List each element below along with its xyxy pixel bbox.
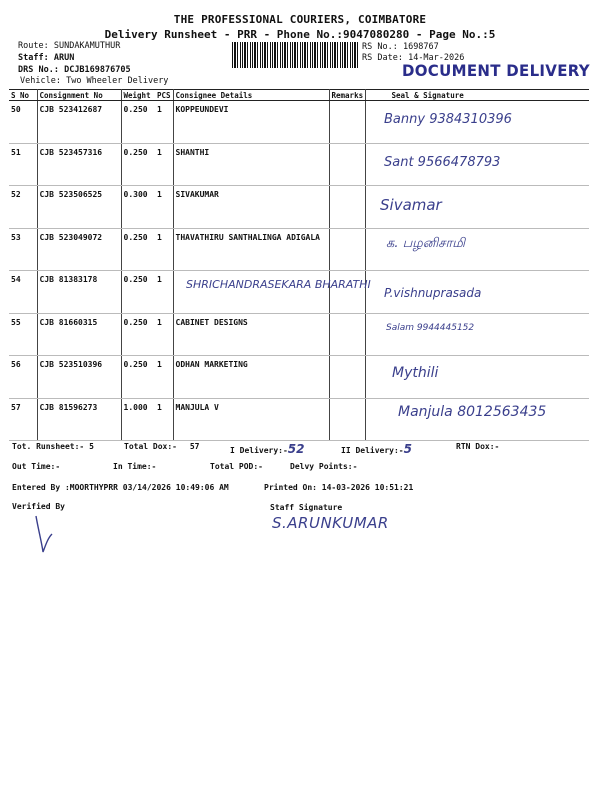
signature-row-55: Salam 9944445152 [386,323,475,333]
route-value: SUNDAKAMUTHUR [53,41,121,51]
verified-signature-mark [30,514,60,556]
cell-weight: 0.250 [121,143,155,186]
verified-by-label: Verified By [12,502,65,511]
barcode-image [232,42,358,68]
cell-remarks [329,143,365,186]
runsheet-subtitle: Delivery Runsheet - PRR - Phone No.:9047080280 - Page No.:5 [104,28,496,41]
staff-label: Staff: [18,53,49,63]
table-row [9,271,589,314]
i-delivery [230,442,305,456]
cell-consignment: CJB 81660315 [37,313,121,356]
delvy-points-label: Delvy Points:- [290,462,358,471]
cell-pcs: 1 [155,228,173,271]
table-row [9,398,589,441]
signature-row-56: Mythili [392,365,439,381]
cell-weight: 0.250 [121,271,155,314]
total-pod-label: Total POD:- [210,462,263,471]
cell-pcs: 1 [155,186,173,229]
cell-pcs: 1 [155,271,173,314]
cell-signature [365,143,589,186]
cell-pcs: 1 [155,101,173,144]
col-header-sno: S No [9,90,37,101]
drs-value: DCJB169876705 [64,65,131,75]
total-dox-value: 57 [189,442,200,451]
cell-sno: 50 [9,101,37,144]
tot-runsheet-value: 5 [89,442,94,451]
rs-no-value: 1698767 [402,42,439,52]
col-header-consignment: Consignment No [37,90,121,101]
cell-signature [365,228,589,271]
signature-row-54: P.vishnuprasada [384,286,482,300]
cell-remarks [329,271,365,314]
cell-signature [365,186,589,229]
cell-consignment: CJB 523510396 [37,356,121,399]
total-dox [124,442,199,451]
cell-weight: 1.000 [121,398,155,441]
cell-remarks [329,186,365,229]
staff-line [18,53,74,63]
cell-sno: 55 [9,313,37,356]
staff-value: ARUN [53,53,75,63]
cell-sno: 51 [9,143,37,186]
drs-label: DRS No.: [18,65,59,75]
signature-row-53: க. பழனிசாமி [386,236,466,251]
cell-weight: 0.300 [121,186,155,229]
cell-signature [365,101,589,144]
vehicle-line [20,76,168,86]
cell-signature [365,271,589,314]
cell-consignee: SHANTHI [173,143,329,186]
handwritten-consignee: SHRICHANDRASEKARA BHARATHI [186,278,371,291]
cell-sno: 53 [9,228,37,271]
rs-no-label: RS No.: [362,42,398,52]
cell-consignee: MANJULA V [173,398,329,441]
table-row [9,186,589,229]
cell-signature [365,313,589,356]
document-title: THE PROFESSIONAL COURIERS, COIMBATORE [173,13,427,26]
cell-remarks [329,228,365,271]
cell-consignee: SIVAKUMAR [173,186,329,229]
cell-sno: 52 [9,186,37,229]
staff-signature-label: Staff Signature [270,503,343,512]
col-header-signature: Seal & Signature [365,90,589,101]
consignment-table [9,89,589,441]
cell-remarks [329,101,365,144]
rs-date-value: 14-Mar-2026 [408,53,465,63]
cell-consignee: KOPPEUNDEVI [173,101,329,144]
table-row [9,143,589,186]
rs-date-label: RS Date: [362,53,403,63]
ii-delivery-label: II Delivery:- [341,446,404,455]
cell-sno: 56 [9,356,37,399]
table-row [9,228,589,271]
document-delivery-stamp: DOCUMENT DELIVERY [402,61,590,81]
cell-remarks [329,356,365,399]
cell-consignee: CABINET DESIGNS [173,313,329,356]
cell-consignment: CJB 81596273 [37,398,121,441]
table-row [9,101,589,144]
route-line [18,41,120,51]
vehicle-label: Vehicle: [20,76,61,86]
rtn-dox-label: RTN Dox:- [456,442,500,451]
cell-consignee: THAVATHIRU SANTHALINGA ADIGALA [173,228,329,271]
col-header-consignee: Consignee Details [173,90,329,101]
cell-consignment: CJB 523506525 [37,186,121,229]
cell-signature [365,356,589,399]
total-dox-label: Total Dox:- [124,442,177,451]
col-header-weight: Weight [121,90,155,101]
ii-delivery-value: 5 [403,442,412,456]
cell-weight: 0.250 [121,228,155,271]
cell-remarks [329,398,365,441]
cell-consignment: CJB 523412687 [37,101,121,144]
i-delivery-value: 52 [287,442,305,456]
in-time-label: In Time:- [113,462,157,471]
entered-by: Entered By :MOORTHYPRR 03/14/2026 10:49:06 AM [12,483,229,492]
col-header-pcs: PCS [155,90,173,101]
cell-consignment: CJB 81383178 [37,271,121,314]
cell-consignee [173,271,329,314]
cell-sno: 57 [9,398,37,441]
cell-consignment: CJB 523049072 [37,228,121,271]
tot-runsheet-label: Tot. Runsheet:- [12,442,85,451]
cell-signature [365,398,589,441]
cell-consignee: ODHAN MARKETING [173,356,329,399]
tot-runsheet [12,442,94,451]
cell-pcs: 1 [155,313,173,356]
cell-weight: 0.250 [121,101,155,144]
vehicle-value: Two Wheeler Delivery [66,76,169,86]
out-time-label: Out Time:- [12,462,61,471]
rs-no-line [362,42,439,52]
table-row [9,313,589,356]
signature-row-51: Sant 9566478793 [384,155,501,170]
printed-on: Printed On: 14-03-2026 10:51:21 [264,483,414,492]
table-row [9,356,589,399]
cell-pcs: 1 [155,143,173,186]
staff-signature: S.ARUNKUMAR [272,514,389,532]
ii-delivery [341,442,412,456]
cell-weight: 0.250 [121,313,155,356]
i-delivery-label: I Delivery:- [230,446,288,455]
route-label: Route: [18,41,49,51]
cell-pcs: 1 [155,398,173,441]
signature-row-57: Manjula 8012563435 [398,404,547,420]
drs-line [18,65,131,75]
cell-pcs: 1 [155,356,173,399]
cell-remarks [329,313,365,356]
cell-sno: 54 [9,271,37,314]
table-header [9,90,589,101]
signature-row-52: Sivamar [380,196,442,214]
col-header-remarks: Remarks [329,90,365,101]
cell-consignment: CJB 523457316 [37,143,121,186]
cell-weight: 0.250 [121,356,155,399]
signature-row-50: Banny 9384310396 [384,112,512,127]
